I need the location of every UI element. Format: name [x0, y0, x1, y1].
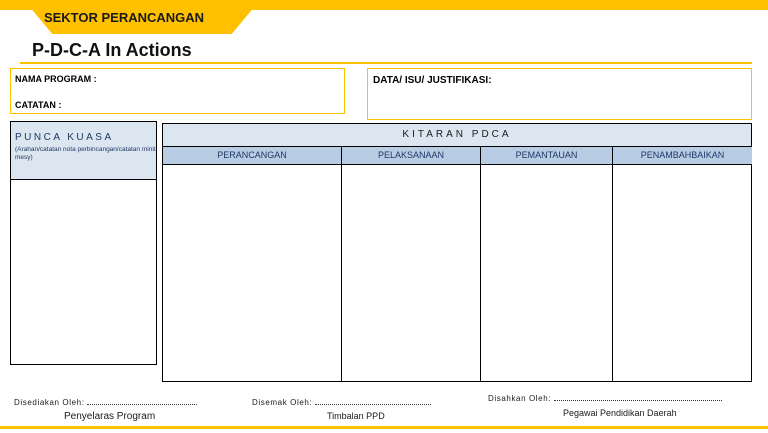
page-title: P-D-C-A In Actions — [32, 40, 192, 60]
prepared-by-label: Disediakan Oleh: — [14, 398, 85, 407]
checked-by-line — [252, 398, 431, 407]
column-header-penambahbaikan: PENAMBAHBAIKAN — [613, 147, 752, 165]
punca-kuasa-subtitle: (Arahan/catatan nota perbincangan/catatan minit mesy) — [15, 146, 156, 161]
column-header-pelaksanaan: PELAKSANAAN — [342, 147, 480, 165]
punca-kuasa-panel — [10, 121, 157, 365]
punca-kuasa-header — [11, 122, 156, 180]
data-isu-label: DATA/ ISU/ JUSTIFIKASI: — [373, 75, 492, 86]
prepared-by-signature-line — [87, 398, 197, 405]
approved-role: Pegawai Pendidikan Daerah — [563, 408, 677, 418]
approved-by-label: Disahkan Oleh: — [488, 394, 552, 403]
checked-role: Timbalan PPD — [327, 411, 385, 421]
checked-by-signature-line — [315, 398, 431, 405]
section-tab-label: SEKTOR PERANCANGAN — [43, 10, 205, 25]
catatan-label: CATATAN : — [15, 100, 62, 110]
column-divider — [480, 147, 481, 382]
punca-kuasa-title: PUNCA KUASA — [15, 132, 114, 143]
approved-by-signature-line — [554, 394, 722, 401]
column-header-perancangan: PERANCANGAN — [163, 147, 341, 165]
column-header-pemantauan: PEMANTAUAN — [481, 147, 612, 165]
approved-by-line — [488, 394, 722, 403]
prepared-by-line — [14, 398, 197, 407]
column-divider — [341, 147, 342, 382]
column-divider — [612, 147, 613, 382]
checked-by-label: Disemak Oleh: — [252, 398, 313, 407]
bottom-accent-bar — [0, 426, 768, 429]
pdca-table — [162, 123, 752, 382]
pdca-title: KITARAN PDCA — [163, 124, 751, 147]
data-isu-box — [367, 68, 752, 120]
program-info-box — [10, 68, 345, 114]
title-divider — [20, 62, 752, 64]
nama-program-label: NAMA PROGRAM : — [15, 74, 97, 84]
prepared-role: Penyelaras Program — [64, 411, 156, 422]
